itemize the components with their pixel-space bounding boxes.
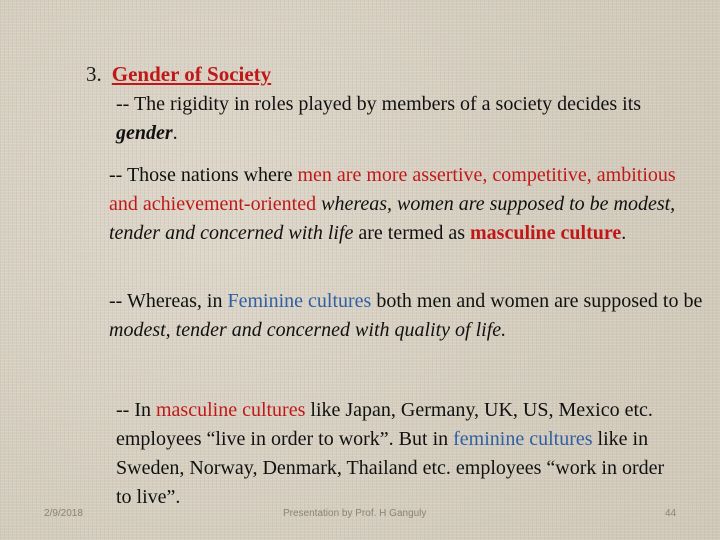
- para2-mid: are termed as: [353, 222, 470, 244]
- para1-emphasis: gender: [116, 122, 173, 144]
- para2-masculine-culture: masculine culture: [470, 222, 622, 244]
- para1-end: .: [172, 122, 178, 144]
- paragraph-country-examples: [116, 396, 676, 512]
- para3-italic-text: modest, tender and concerned with quality of life.: [109, 319, 507, 341]
- paragraph-masculine-definition: [109, 161, 709, 248]
- para2-red-text: men are more assertive, competitive, ambitious and achievement-oriented: [109, 164, 676, 215]
- para4-mid1: like Japan, Germany, UK, US, Mexico etc. employees “live in order to work”. But in: [116, 399, 653, 450]
- para2-italic-text: whereas, women are supposed to be modest, tender and concerned with life: [109, 193, 676, 244]
- para2-end: .: [621, 222, 627, 244]
- para1-lead: -- The rigidity in roles played by members of a society decides its: [116, 93, 642, 115]
- paragraph-feminine-definition: [109, 287, 709, 345]
- para4-blue-text: feminine cultures: [453, 428, 593, 450]
- para2-lead: -- Those nations where: [109, 164, 298, 186]
- para3-lead: -- Whereas, in: [109, 290, 228, 312]
- heading-number: 3.: [86, 62, 102, 86]
- para3-mid: both men and women are supposed to be: [371, 290, 703, 312]
- para4-mid2: like in Sweden, Norway, Denmark, Thailand etc. employees “work in order to live”.: [116, 428, 665, 508]
- footer-presenter: Presentation by Prof. H Ganguly: [283, 508, 427, 519]
- para4-red-text: masculine cultures: [155, 399, 306, 421]
- para4-lead: -- In: [116, 399, 156, 421]
- section-heading: [86, 62, 271, 87]
- paragraph-rigidity: [116, 90, 696, 148]
- footer-date: 2/9/2018: [44, 508, 83, 519]
- para3-blue-text: Feminine cultures: [227, 290, 372, 312]
- footer-page-number: 44: [665, 508, 677, 519]
- heading-title: Gender of Society: [111, 62, 272, 86]
